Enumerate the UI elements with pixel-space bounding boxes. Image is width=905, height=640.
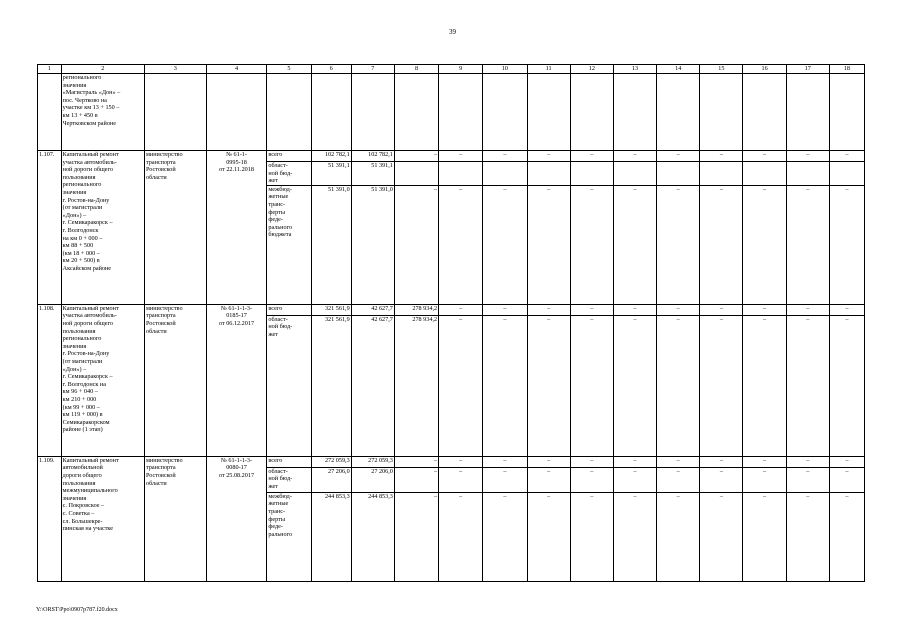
- value-col-14: –: [657, 492, 700, 581]
- value-col-14: –: [657, 456, 700, 467]
- column-number: 4: [206, 65, 267, 74]
- value-col-13: –: [613, 315, 656, 456]
- value-col-17: –: [786, 467, 829, 492]
- value-col-15: –: [700, 467, 743, 492]
- table-cell: [439, 74, 483, 151]
- table-cell: [657, 74, 700, 151]
- value-col-18: –: [829, 456, 864, 467]
- value-col-11: –: [527, 456, 570, 467]
- value-col-16: –: [743, 315, 786, 456]
- value-col-13: –: [613, 185, 656, 304]
- value-col-11: –: [527, 467, 570, 492]
- value-col-7: 244 853,3: [351, 492, 394, 581]
- column-number: 2: [61, 65, 144, 74]
- column-number: 6: [311, 65, 351, 74]
- value-col-12: [570, 162, 613, 186]
- value-col-17: –: [786, 185, 829, 304]
- value-col-6: 51 391,0: [311, 185, 351, 304]
- value-col-16: –: [743, 304, 786, 315]
- value-col-15: –: [700, 151, 743, 162]
- column-number: 5: [267, 65, 311, 74]
- value-col-7: 102 782,1: [351, 151, 394, 162]
- row-number: 1.108.: [38, 304, 62, 456]
- column-number: 13: [613, 65, 656, 74]
- value-col-9: –: [439, 456, 483, 467]
- value-col-13: [613, 162, 656, 186]
- column-number: 11: [527, 65, 570, 74]
- value-col-17: –: [786, 151, 829, 162]
- value-col-17: –: [786, 315, 829, 456]
- value-col-18: –: [829, 185, 864, 304]
- value-col-9: –: [439, 304, 483, 315]
- table-cell: [267, 74, 311, 151]
- value-col-7: 51 391,0: [351, 185, 394, 304]
- value-col-8: –: [394, 151, 438, 162]
- approval-document: № 61-1-1-3- 0080-17 от 25.08.2017: [206, 456, 267, 581]
- customer: министерство транспорта Ростовской области: [144, 304, 206, 456]
- value-col-9: –: [439, 185, 483, 304]
- value-col-16: –: [743, 456, 786, 467]
- value-col-15: –: [700, 315, 743, 456]
- value-col-10: [483, 162, 527, 186]
- value-col-7: 42 627,7: [351, 304, 394, 315]
- table-cell: [570, 74, 613, 151]
- value-col-18: –: [829, 315, 864, 456]
- value-col-6: 272 059,3: [311, 456, 351, 467]
- value-col-6: 102 782,1: [311, 151, 351, 162]
- table-cell: [700, 74, 743, 151]
- value-col-12: –: [570, 467, 613, 492]
- approval-document: № 61-1-1-3- 0185-17 от 06.12.2017: [206, 304, 267, 456]
- value-col-12: –: [570, 304, 613, 315]
- object-name: Капитальный ремонт участка автомобиль- ной дороги общего пользования регионального значения г. Ростов-на-Дону (от магистрали «Дон») – г. Семикаракорск – г. Волгодонск на км 0 + 000 – км 88 + 500 (км 18 + 000 – км 20 + 500) в Аксайском районе: [61, 151, 144, 305]
- value-col-16: –: [743, 151, 786, 162]
- funding-source: межбюд- жетные транс- ферты феде- рального: [267, 492, 311, 581]
- value-col-12: –: [570, 151, 613, 162]
- value-col-7: 42 627,7: [351, 315, 394, 456]
- value-col-6: 27 206,0: [311, 467, 351, 492]
- table-cell: [206, 74, 267, 151]
- value-col-18: [829, 162, 864, 186]
- value-col-11: –: [527, 151, 570, 162]
- column-number: 1: [38, 65, 62, 74]
- value-col-14: –: [657, 185, 700, 304]
- value-col-13: –: [613, 456, 656, 467]
- value-col-12: –: [570, 456, 613, 467]
- column-number: 18: [829, 65, 864, 74]
- column-number: 8: [394, 65, 438, 74]
- value-col-6: 244 853,3: [311, 492, 351, 581]
- column-number: 7: [351, 65, 394, 74]
- file-path-footer: Y:\ORST\Ppo\0907p787.f20.docx: [36, 607, 118, 613]
- value-col-10: –: [483, 304, 527, 315]
- value-col-6: 321 561,9: [311, 304, 351, 315]
- value-col-7: 51 391,1: [351, 162, 394, 186]
- value-col-18: –: [829, 151, 864, 162]
- value-col-6: 51 391,1: [311, 162, 351, 186]
- value-col-8: 278 934,2: [394, 315, 438, 456]
- value-col-15: –: [700, 456, 743, 467]
- value-col-16: –: [743, 185, 786, 304]
- value-col-13: –: [613, 467, 656, 492]
- table-cell: [527, 74, 570, 151]
- table-cell: [394, 74, 438, 151]
- value-col-11: –: [527, 185, 570, 304]
- value-col-10: –: [483, 492, 527, 581]
- value-col-13: –: [613, 151, 656, 162]
- value-col-18: –: [829, 304, 864, 315]
- customer: министерство транспорта Ростовской области: [144, 456, 206, 581]
- value-col-9: –: [439, 151, 483, 162]
- value-col-8: [394, 162, 438, 186]
- table-row: [38, 304, 865, 315]
- value-col-14: –: [657, 151, 700, 162]
- value-col-18: –: [829, 467, 864, 492]
- table-cell: [144, 74, 206, 151]
- table-cell: [38, 74, 62, 151]
- value-col-7: 272 059,3: [351, 456, 394, 467]
- value-col-9: [439, 162, 483, 186]
- table-cell: [483, 74, 527, 151]
- column-number: 10: [483, 65, 527, 74]
- value-col-10: –: [483, 467, 527, 492]
- value-col-16: –: [743, 467, 786, 492]
- object-name-continuation: регионального значения «Магистраль «Дон» – пос. Чертково на участке км 13 + 150 – км 13 + 450 в Чертковском районе: [61, 74, 144, 151]
- funding-source: межбюд- жетные транс- ферты феде- рального бюджета: [267, 185, 311, 304]
- program-table: [37, 64, 865, 582]
- table-cell: [786, 74, 829, 151]
- value-col-9: –: [439, 467, 483, 492]
- value-col-7: 27 206,0: [351, 467, 394, 492]
- value-col-10: –: [483, 151, 527, 162]
- value-col-14: [657, 162, 700, 186]
- value-col-11: –: [527, 492, 570, 581]
- value-col-12: –: [570, 315, 613, 456]
- value-col-8: –: [394, 456, 438, 467]
- value-col-8: –: [394, 467, 438, 492]
- value-col-15: –: [700, 304, 743, 315]
- column-number: 12: [570, 65, 613, 74]
- table-row: [38, 456, 865, 467]
- value-col-12: –: [570, 492, 613, 581]
- page-number: 39: [449, 28, 456, 36]
- value-col-17: –: [786, 456, 829, 467]
- value-col-8: –: [394, 492, 438, 581]
- value-col-11: –: [527, 315, 570, 456]
- approval-document: № 61-1- 0995-18 от 22.11.2018: [206, 151, 267, 305]
- value-col-13: –: [613, 492, 656, 581]
- value-col-18: –: [829, 492, 864, 581]
- value-col-15: –: [700, 185, 743, 304]
- column-number: 3: [144, 65, 206, 74]
- value-col-17: [786, 162, 829, 186]
- value-col-8: 278 934,2: [394, 304, 438, 315]
- table-cell: [311, 74, 351, 151]
- value-col-9: –: [439, 492, 483, 581]
- value-col-8: –: [394, 185, 438, 304]
- value-col-13: –: [613, 304, 656, 315]
- funding-source: всего: [267, 304, 311, 315]
- table-cell: [743, 74, 786, 151]
- column-number-row: [38, 65, 865, 74]
- customer: министерство транспорта Ростовской области: [144, 151, 206, 305]
- value-col-11: –: [527, 304, 570, 315]
- value-col-16: –: [743, 492, 786, 581]
- column-number: 9: [439, 65, 483, 74]
- table-row: [38, 151, 865, 162]
- value-col-14: –: [657, 467, 700, 492]
- value-col-17: –: [786, 304, 829, 315]
- funding-source: всего: [267, 456, 311, 467]
- column-number: 16: [743, 65, 786, 74]
- object-name: Капитальный ремонт автомобильной дороги общего пользования межмуниципального значения с. Покровское – с. Советка – сл. Большекре- пинская на участке: [61, 456, 144, 581]
- funding-source: всего: [267, 151, 311, 162]
- object-name: Капитальный ремонт участка автомобиль- ной дороги общего пользования регионального значения г. Ростов-на-Дону (от магистрали «Дон») – г. Семикаракорск – г. Волгодонск на км 96 + 040 – км 210 + 000 (км 99 + 000 – км 119 + 000) в Семикаракорском районе (1 этап): [61, 304, 144, 456]
- value-col-11: [527, 162, 570, 186]
- value-col-10: –: [483, 456, 527, 467]
- column-number: 15: [700, 65, 743, 74]
- value-col-17: –: [786, 492, 829, 581]
- value-col-12: –: [570, 185, 613, 304]
- table-cell: [351, 74, 394, 151]
- column-number: 17: [786, 65, 829, 74]
- value-col-10: –: [483, 315, 527, 456]
- funding-source: област- ной бюд- жет: [267, 162, 311, 186]
- row-number: 1.109.: [38, 456, 62, 581]
- value-col-15: [700, 162, 743, 186]
- value-col-14: –: [657, 304, 700, 315]
- column-number: 14: [657, 65, 700, 74]
- funding-source: област- ной бюд- жет: [267, 467, 311, 492]
- table-cell: [829, 74, 864, 151]
- value-col-16: [743, 162, 786, 186]
- value-col-9: –: [439, 315, 483, 456]
- table-cell: [613, 74, 656, 151]
- value-col-6: 321 561,9: [311, 315, 351, 456]
- value-col-15: –: [700, 492, 743, 581]
- value-col-14: –: [657, 315, 700, 456]
- value-col-10: –: [483, 185, 527, 304]
- funding-source: област- ной бюд- жет: [267, 315, 311, 456]
- row-number: 1.107.: [38, 151, 62, 305]
- continuation-row: [38, 74, 865, 151]
